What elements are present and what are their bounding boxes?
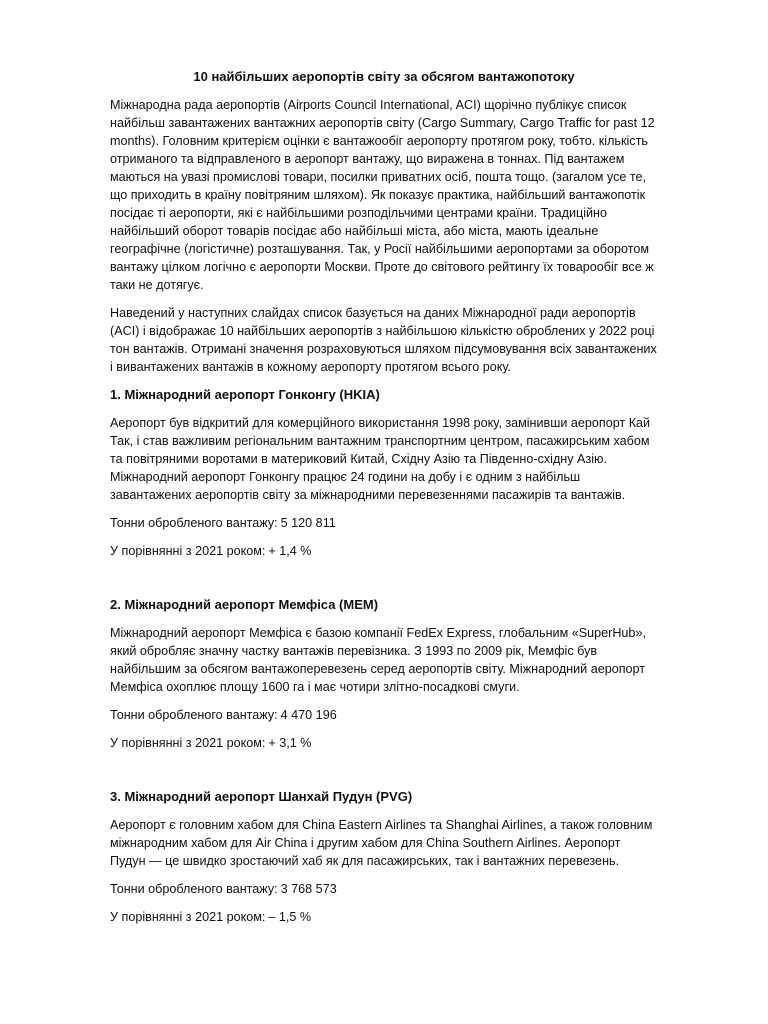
airport-section-hkia [110, 386, 658, 560]
compare-label: У порівнянні з 2021 роком: [110, 736, 266, 750]
section-body: Міжнародний аеропорт Мемфіса є базою компанії FedEx Express, глобальним «SuperHub», який обробляє значну частку вантажів перевізника. З 1993 по 2009 рік, Мемфіс був найбільшим за обсягом вантажоперевезень серед аеропортів світу. Міжнародний аеропорт Мемфіса охоплює площу 1600 га і має чотири злітно-посадкові смуги. [110, 626, 646, 694]
section-spacer [110, 570, 658, 596]
section-heading: 1. Міжнародний аеропорт Гонконгу (HKIA) [110, 387, 380, 402]
cargo-value: 4 470 196 [280, 708, 337, 722]
compare-stat [110, 542, 658, 560]
airport-section-pvg [110, 788, 658, 926]
cargo-label: Тонни обробленого вантажу: [110, 516, 278, 530]
compare-label: У порівнянні з 2021 роком: [110, 910, 266, 924]
cargo-value: 5 120 811 [280, 516, 336, 530]
document-title: 10 найбільших аеропортів світу за обсягом вантажопотоку [193, 69, 575, 84]
section-body: Аеропорт є головним хабом для China Eastern Airlines та Shanghai Airlines, а також головним міжнародним хабом для Air China і другим хабом для China Southern Airlines. Аеропорт Пудун — це швидко зростаючий хаб як для пасажирських, так і вантажних перевезень. [110, 818, 653, 868]
compare-stat [110, 908, 658, 926]
compare-stat [110, 734, 658, 752]
cargo-stat [110, 514, 658, 532]
compare-value: + 3,1 % [268, 736, 312, 750]
section-body: Аеропорт був відкритий для комерційного використання 1998 року, замінивши аеропорт Кай Так, і став важливим регіональним вантажним транспортним центром, пасажирським хабом та повітряними воротами в материковий Китай, Східну Азію та Південно-східну Азію. Міжнародний аеропорт Гонконгу працює 24 години на добу і є одним з найбільш завантажених аеропортів світу за міжнародними перевезеннями пасажирів та вантажів. [110, 416, 651, 502]
cargo-stat [110, 706, 658, 724]
airport-section-mem [110, 596, 658, 752]
cargo-label: Тонни обробленого вантажу: [110, 882, 278, 896]
cargo-stat [110, 880, 658, 898]
intro-paragraph-2: Наведений у наступних слайдах список базується на даних Міжнародної ради аеропортів (ACI) і відображає 10 найбільших аеропортів з найбільшою кількістю оброблених у 2022 році тон вантажів. Отримані значення розраховуються шляхом підсумовування всіх завантажених і вивантажених вантажів в кожному аеропорту протягом всього року. [110, 306, 657, 374]
cargo-label: Тонни обробленого вантажу: [110, 708, 278, 722]
section-heading: 2. Міжнародний аеропорт Мемфіса (MEM) [110, 597, 379, 612]
section-spacer [110, 762, 658, 788]
compare-label: У порівнянні з 2021 роком: [110, 544, 266, 558]
cargo-value: 3 768 573 [280, 882, 337, 896]
compare-value: + 1,4 % [268, 544, 312, 558]
compare-value: – 1,5 % [268, 910, 312, 924]
intro-paragraph-1: Міжнародна рада аеропортів (Airports Council Internatіonal, ACI) щорічно публікує список найбільш завантажених вантажних аеропортів світу (Cargo Summary, Cargo Traffic for past 12 months). Головним критерієм оцінки є вантажообіг аеропорту протягом року, тобто. кількість отриманого та відправленого в аеропорт вантажу, що виражена в тоннах. Під вантажем маються на увазі промислові товари, посилки приватних осіб, пошта тощо. (загалом усе те, що приходить в країну повітряним шляхом). Як показує практика, найбільший вантажопотік посідає ті аеропорти, які є найбільшими розподільчими центрами країни. Традиційно найбільший оборот товарів посідає або найбільші міста, або міста, мають ідеальне географічне (логістичне) розташування. Так, у Росії найбільшими аеропортами за оборотом вантажу цілком логічно є аеропорти Москви. Проте до світового рейтингу їх товарообіг все ж таки не дотягує. [110, 98, 655, 292]
section-heading: 3. Міжнародний аеропорт Шанхай Пудун (PVG) [110, 789, 413, 804]
